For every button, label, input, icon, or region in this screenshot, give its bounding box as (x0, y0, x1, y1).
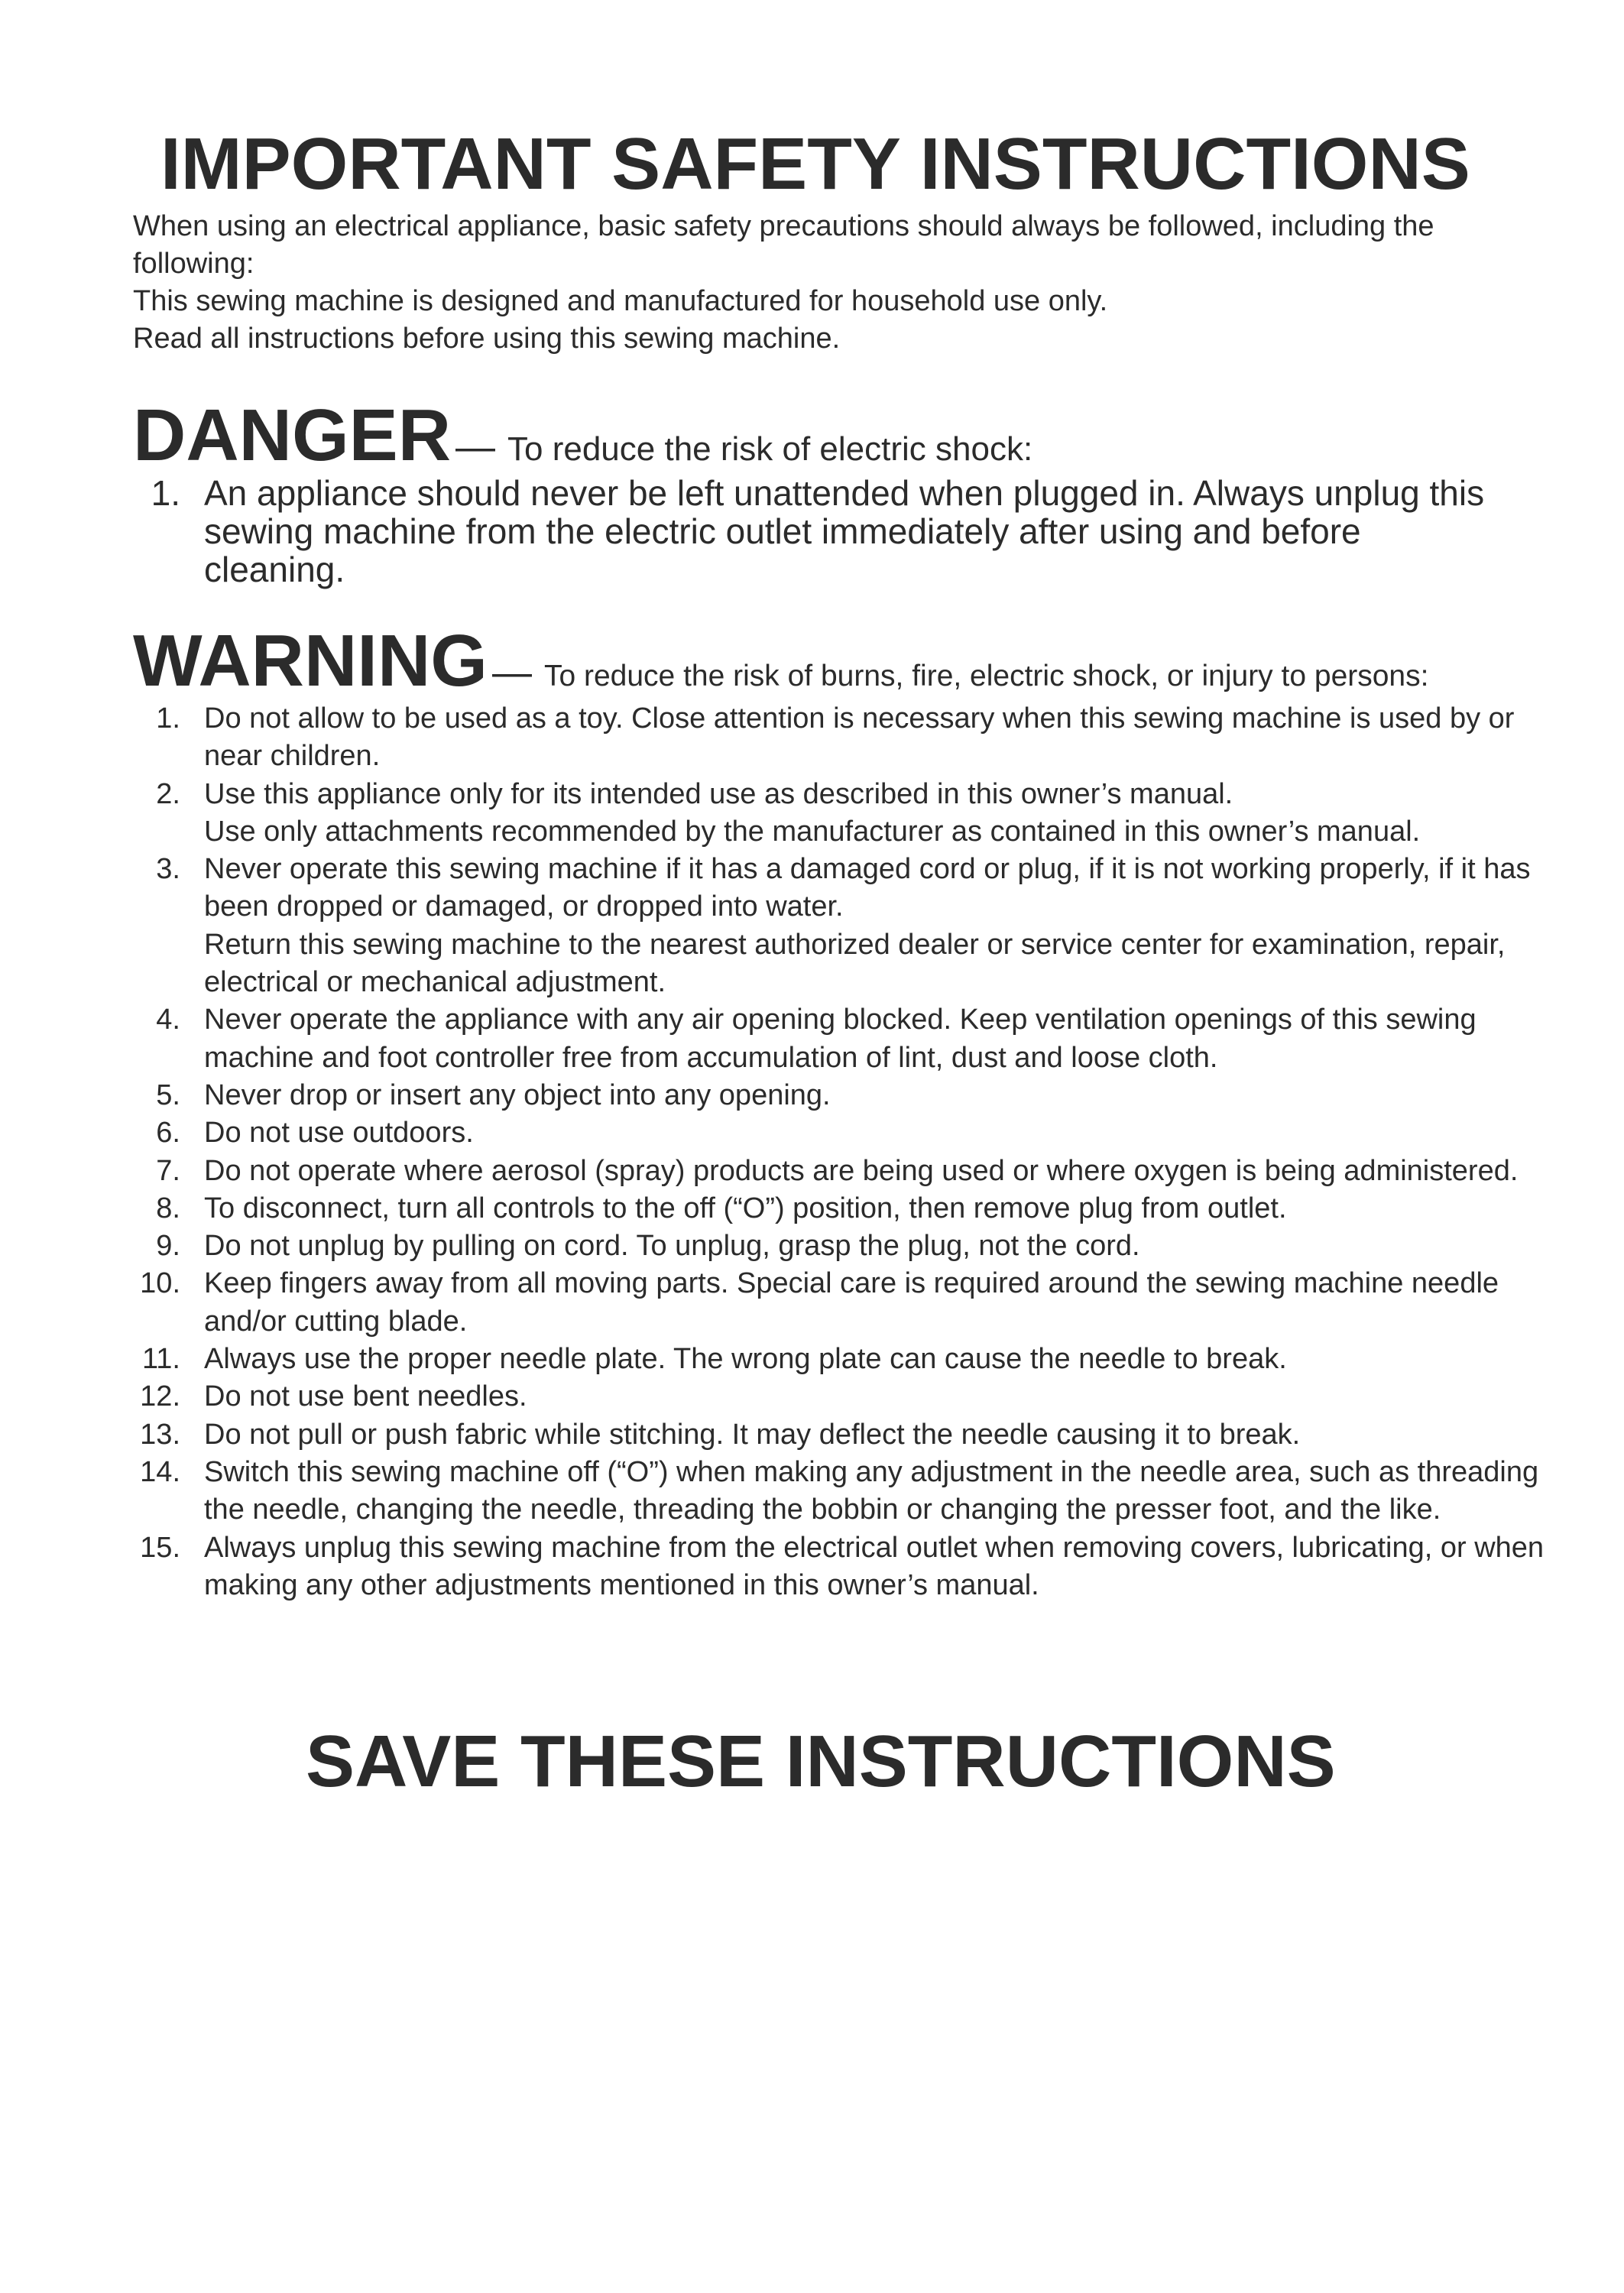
warning-item (133, 1228, 1547, 1265)
item-number: 5. (156, 1078, 180, 1111)
item-text: Switch this sewing machine off (“O”) when making any adjustment in the needle area, such as threading the needle, changing the needle, threading the bobbin or changing the presser foot, and the like. (204, 1455, 1539, 1526)
warning-item (133, 851, 1547, 1001)
item-text: Do not use bent needles. (204, 1380, 527, 1413)
warning-item (133, 1341, 1547, 1378)
item-text: Do not allow to be used as a toy. Close attention is necessary when this sewing machine is used by or near children. (204, 702, 1515, 773)
item-number: 8. (156, 1192, 180, 1224)
item-number: 3. (156, 853, 180, 886)
item-text: Never operate the appliance with any air opening blocked. Keep ventilation openings of this sewing machine and foot controller free from accumulation of lint, dust and loose cloth. (204, 1004, 1477, 1074)
item-subtext: Use only attachments recommended by the manufacturer as contained in this owner’s manual. (204, 815, 1421, 848)
item-text: To disconnect, turn all controls to the off (“O”) position, then remove plug from outlet. (204, 1192, 1287, 1224)
item-number: 9. (156, 1230, 180, 1263)
warning-item (133, 1153, 1547, 1190)
warning-item (133, 1265, 1547, 1341)
item-number: 4. (156, 1004, 180, 1036)
warning-item (133, 1416, 1547, 1454)
danger-label: DANGER (133, 394, 452, 476)
item-text: Do not use outdoors. (204, 1117, 474, 1150)
danger-dash: — (455, 425, 496, 469)
warning-item (133, 1529, 1547, 1605)
warning-item (133, 700, 1547, 776)
item-text: Do not pull or push fabric while stitching. It may deflect the needle causing it to break. (204, 1418, 1301, 1451)
warning-item (133, 1378, 1547, 1416)
item-text: Do not unplug by pulling on cord. To unplug, grasp the plug, not the cord. (204, 1230, 1140, 1263)
item-number: 6. (156, 1117, 180, 1150)
save-instructions-title: SAVE THESE INSTRUCTIONS (306, 1721, 1336, 1802)
warning-lead-text: To reduce the risk of burns, fire, electric shock, or injury to persons: (543, 660, 1429, 692)
item-number: 15. (140, 1531, 180, 1564)
item-number: 13. (140, 1418, 180, 1451)
item-number: 7. (156, 1154, 180, 1187)
warning-item (133, 1114, 1547, 1152)
item-text: An appliance should never be left unattended when plugged in. Always unplug this sewing machine from the electric outlet immediately after using and before cleaning. (204, 473, 1485, 589)
item-number: 14. (140, 1455, 180, 1488)
page-title: IMPORTANT SAFETY INSTRUCTIONS (160, 123, 1470, 205)
danger-lead-text: To reduce the risk of electric shock: (507, 430, 1033, 468)
warning-dash: — (491, 650, 532, 695)
item-text: Always unplug this sewing machine from the electrical outlet when removing covers, lubricating, or when making any other adjustments mentioned in this owner’s manual. (204, 1531, 1545, 1601)
warning-item (133, 776, 1547, 851)
item-text: Always use the proper needle plate. The wrong plate can cause the needle to break. (204, 1343, 1287, 1376)
danger-item (133, 474, 1509, 589)
item-number: 1. (151, 473, 180, 513)
item-number: 12. (140, 1380, 180, 1413)
item-number: 2. (156, 777, 180, 810)
intro-paragraph: Read all instructions before using this sewing machine. (133, 323, 841, 355)
warning-item (133, 1077, 1547, 1114)
warning-item (133, 1454, 1547, 1529)
item-text: Keep fingers away from all moving parts. Special care is required around the sewing machine needle and/or cutting blade. (204, 1267, 1499, 1338)
item-text: Use this appliance only for its intended use as described in this owner’s manual. (204, 777, 1233, 810)
item-subtext: Return this sewing machine to the nearest authorized dealer or service center for examination, repair, electrical or mechanical adjustment. (204, 928, 1506, 999)
item-number: 10. (140, 1267, 180, 1300)
intro-paragraph: When using an electrical appliance, basic safety precautions should always be followed, including the following: (133, 210, 1434, 280)
danger-heading (133, 394, 1539, 478)
warning-heading (133, 619, 1570, 703)
item-number: 11. (141, 1343, 180, 1376)
item-text: Do not operate where aerosol (spray) products are being used or where oxygen is being administered. (204, 1154, 1519, 1187)
intro-paragraph: This sewing machine is designed and manufactured for household use only. (133, 285, 1108, 317)
danger-list (133, 474, 1509, 589)
warning-list (133, 700, 1547, 1604)
warning-item (133, 1001, 1547, 1077)
item-text: Never operate this sewing machine if it has a damaged cord or plug, if it is not working properly, if it has been dropped or damaged, or dropped into water. (204, 853, 1531, 923)
warning-label: WARNING (133, 620, 488, 702)
intro-text (133, 208, 1524, 358)
warning-item (133, 1190, 1547, 1228)
item-text: Never drop or insert any object into any opening. (204, 1078, 831, 1111)
item-number: 1. (156, 702, 180, 735)
